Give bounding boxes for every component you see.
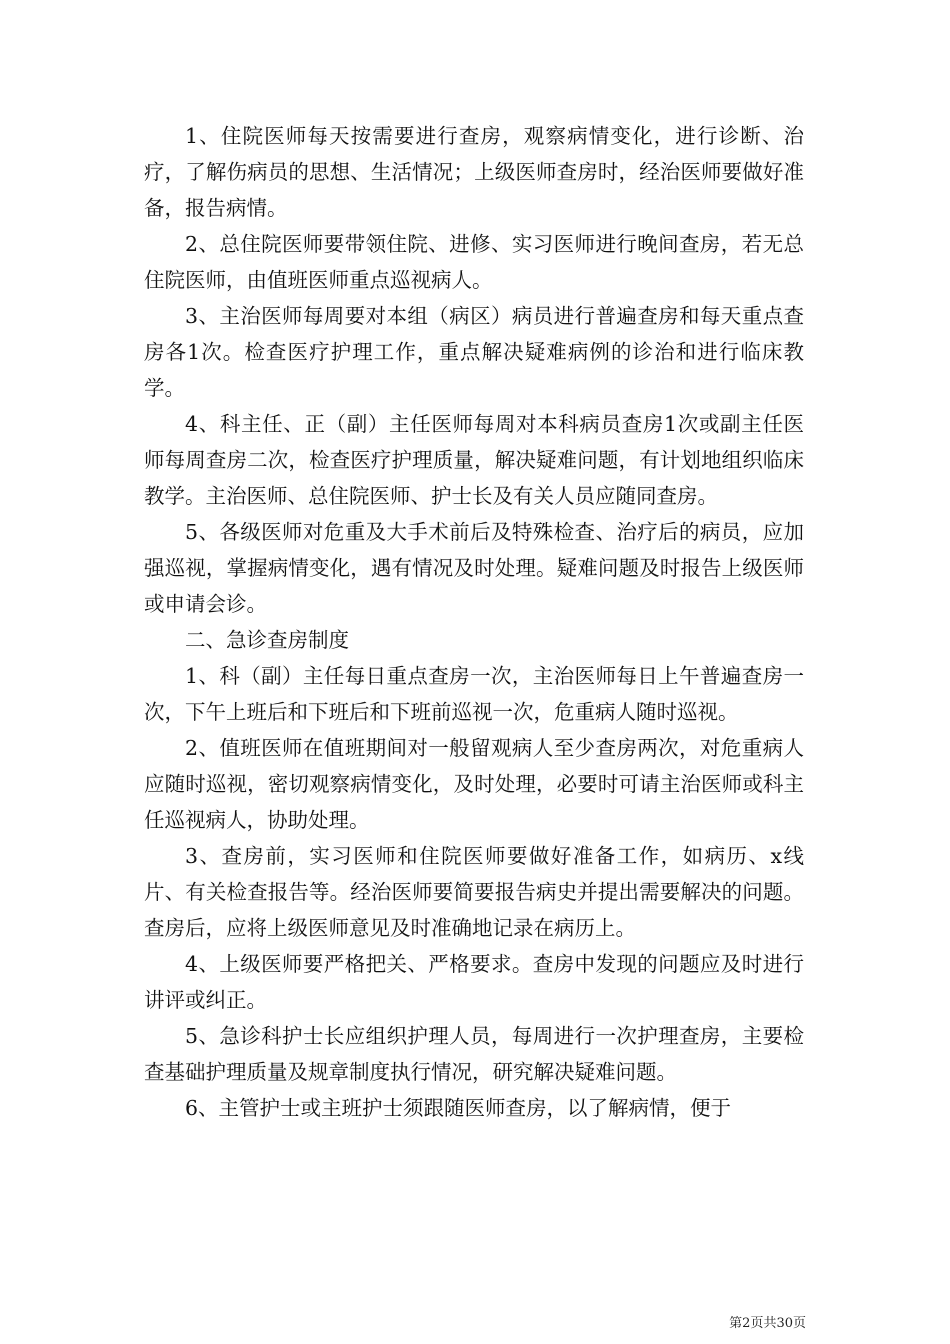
page-number: 第2页共30页 <box>729 1316 806 1331</box>
paragraph: 5、各级医师对危重及大手术前后及特殊检查、治疗后的病员，应加强巡视，掌握病情变化，遇有情况及时处理。疑难问题及时报告上级医师或申请会诊。 <box>144 520 804 616</box>
paragraph: 4、上级医师要严格把关、严格要求。查房中发现的问题应及时进行讲评或纠正。 <box>144 952 804 1012</box>
paragraph: 3、查房前，实习医师和住院医师要做好准备工作，如病历、x线片、有关检查报告等。经治医师要简要报告病史并提出需要解决的问题。查房后，应将上级医师意见及时准确地记录在病历上。 <box>144 844 804 940</box>
paragraph: 2、总住院医师要带领住院、进修、实习医师进行晚间查房，若无总住院医师，由值班医师重点巡视病人。 <box>144 232 804 292</box>
paragraph: 2、值班医师在值班期间对一般留观病人至少查房两次，对危重病人应随时巡视，密切观察病情变化，及时处理，必要时可请主治医师或科主任巡视病人，协助处理。 <box>144 736 804 832</box>
paragraph: 5、急诊科护士长应组织护理人员，每周进行一次护理查房，主要检查基础护理质量及规章制度执行情况，研究解决疑难问题。 <box>144 1024 804 1084</box>
paragraph: 1、住院医师每天按需要进行查房，观察病情变化，进行诊断、治疗，了解伤病员的思想、生活情况；上级医师查房时，经治医师要做好准备，报告病情。 <box>144 124 804 220</box>
paragraph: 4、科主任、正（副）主任医师每周对本科病员查房1次或副主任医师每周查房二次，检查医疗护理质量，解决疑难问题，有计划地组织临床教学。主治医师、总住院医师、护士长及有关人员应随同查房。 <box>144 412 804 508</box>
document-body <box>144 118 804 1126</box>
paragraph: 3、主治医师每周要对本组（病区）病员进行普遍查房和每天重点查房各1次。检查医疗护理工作，重点解决疑难病例的诊治和进行临床教学。 <box>144 304 804 400</box>
paragraph: 1、科（副）主任每日重点查房一次，主治医师每日上午普遍查房一次，下午上班后和下班后和下班前巡视一次，危重病人随时巡视。 <box>144 664 804 724</box>
paragraph: 6、主管护士或主班护士须跟随医师查房，以了解病情，便于 <box>185 1096 732 1120</box>
section-heading: 二、急诊查房制度 <box>185 628 349 652</box>
